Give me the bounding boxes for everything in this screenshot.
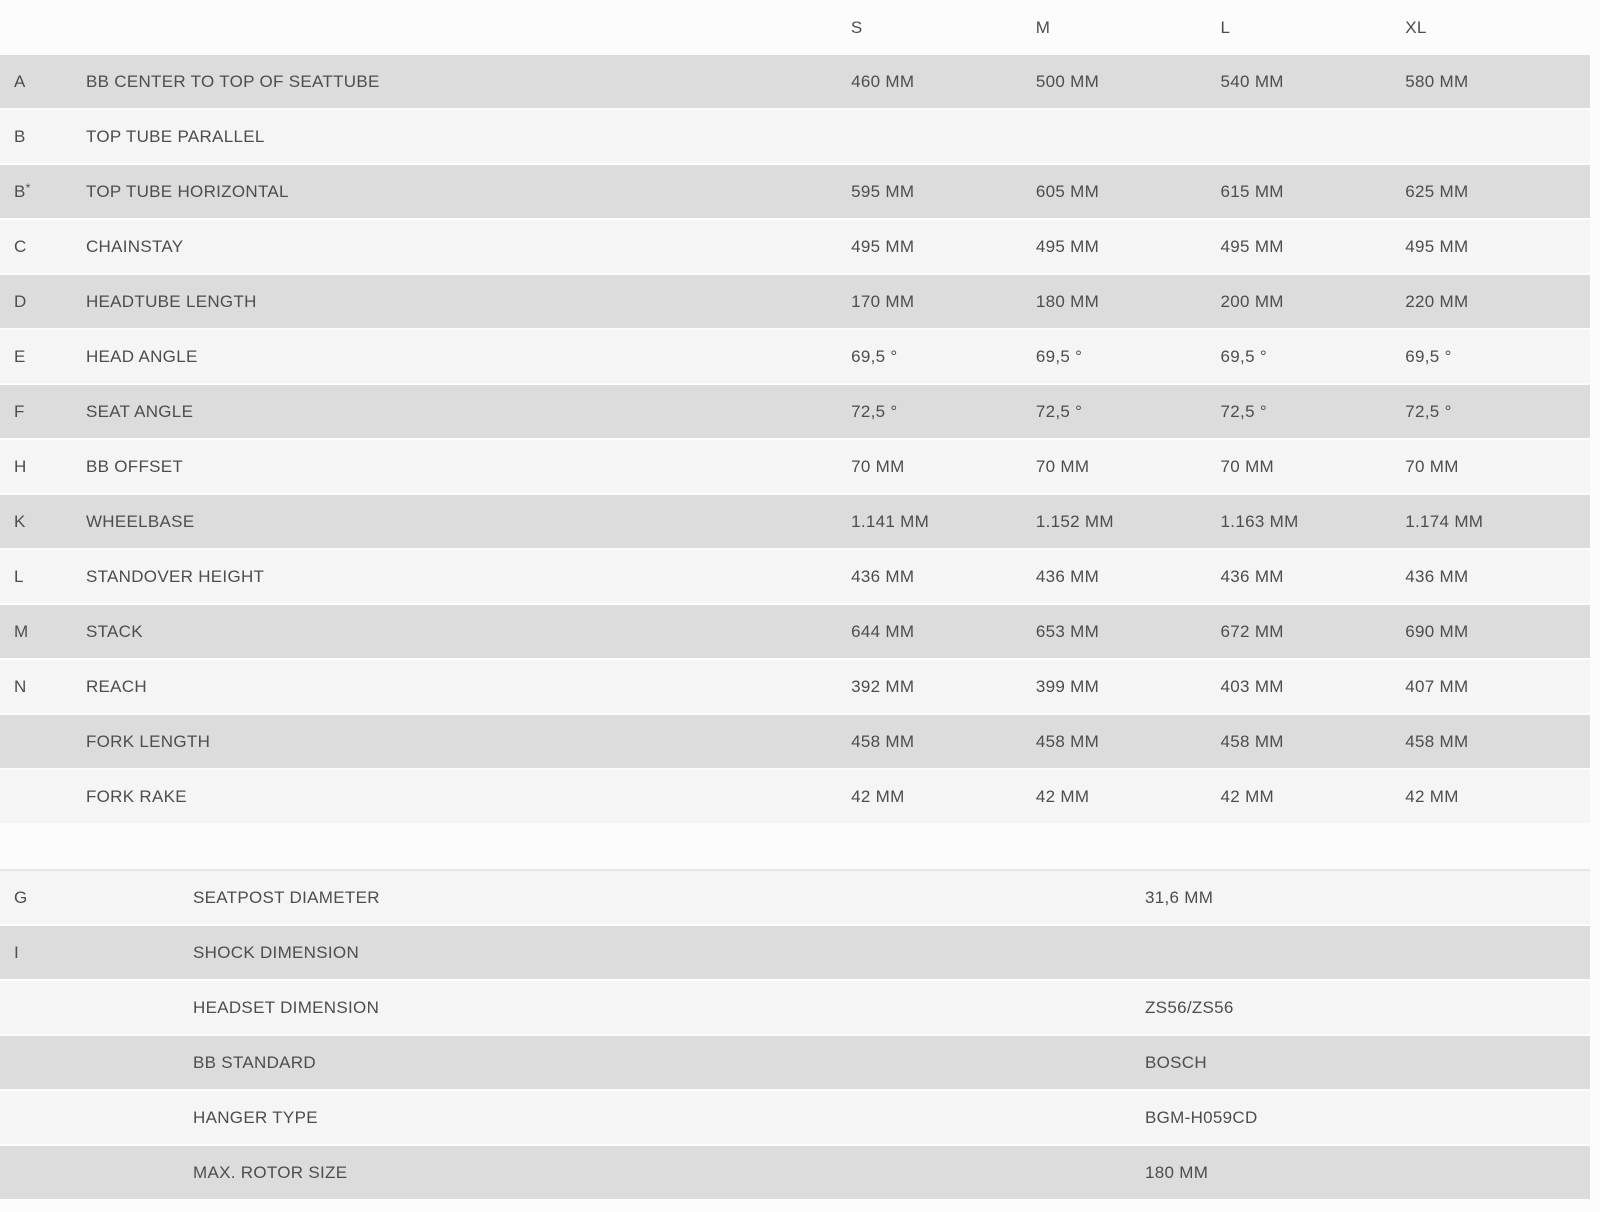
table-row — [0, 385, 1590, 438]
row-letter: N — [14, 676, 27, 696]
row-label: STACK — [85, 621, 143, 641]
row-value-m: 70 MM — [1035, 456, 1090, 476]
row-value-xl: 495 MM — [1405, 236, 1469, 256]
row-label: MAX. ROTOR SIZE — [193, 1162, 348, 1182]
row-value: BOSCH — [1145, 1052, 1207, 1072]
row-value-xl: 690 MM — [1405, 621, 1469, 641]
row-value-m: 500 MM — [1035, 71, 1100, 91]
size-header-row — [0, 0, 1590, 55]
row-value-s: 72,5 ° — [851, 401, 898, 421]
row-letter: A — [14, 71, 26, 91]
row-label: FORK RAKE — [85, 786, 187, 806]
row-letter: F — [14, 401, 25, 421]
row-letter: H — [14, 456, 27, 476]
row-label: SEAT ANGLE — [85, 401, 194, 421]
row-value-xl: 407 MM — [1405, 676, 1469, 696]
table-row — [0, 550, 1590, 603]
row-value-l: 70 MM — [1220, 456, 1275, 476]
row-value-m: 495 MM — [1035, 236, 1100, 256]
row-value-s: 595 MM — [851, 181, 915, 201]
row-letter: E — [14, 346, 26, 366]
row-value-l: 1.163 MM — [1220, 511, 1299, 531]
row-value-s: 495 MM — [851, 236, 915, 256]
row-letter: C — [14, 236, 27, 256]
row-value-xl: 458 MM — [1405, 731, 1469, 751]
row-letter: G — [14, 887, 28, 907]
row-label: FORK LENGTH — [85, 731, 211, 751]
row-value: 180 MM — [1145, 1162, 1209, 1182]
row-label: HEADTUBE LENGTH — [85, 291, 257, 311]
row-value-l: 69,5 ° — [1220, 346, 1267, 366]
row-value-s: 458 MM — [851, 731, 915, 751]
row-label: SEATPOST DIAMETER — [193, 887, 380, 907]
row-value-xl: 625 MM — [1405, 181, 1469, 201]
table-row — [0, 926, 1590, 979]
row-label: TOP TUBE PARALLEL — [85, 126, 265, 146]
row-value-xl: 69,5 ° — [1405, 346, 1452, 366]
table-row — [0, 715, 1590, 768]
row-label: CHAINSTAY — [85, 236, 184, 256]
table-row — [0, 55, 1590, 108]
row-value-s: 1.141 MM — [851, 511, 930, 531]
table-row — [0, 1146, 1590, 1199]
row-value-m: 1.152 MM — [1035, 511, 1114, 531]
row-value-m: 458 MM — [1035, 731, 1100, 751]
row-value-m: 436 MM — [1035, 566, 1100, 586]
table-row — [0, 275, 1590, 328]
row-value-xl: 42 MM — [1405, 786, 1459, 806]
row-label: TOP TUBE HORIZONTAL — [85, 181, 289, 201]
row-value-l: 615 MM — [1220, 181, 1284, 201]
row-value-s: 42 MM — [851, 786, 905, 806]
row-value-m: 605 MM — [1035, 181, 1100, 201]
table-row — [0, 495, 1590, 548]
row-value-m: 69,5 ° — [1035, 346, 1083, 366]
row-value-xl: 436 MM — [1405, 566, 1469, 586]
column-header-s: S — [850, 17, 863, 37]
row-label: WHEELBASE — [85, 511, 195, 531]
row-label: HEADSET DIMENSION — [193, 997, 380, 1017]
row-label: STANDOVER HEIGHT — [85, 566, 265, 586]
row-label: HEAD ANGLE — [85, 346, 198, 366]
table-row — [0, 981, 1590, 1034]
row-value-xl: 220 MM — [1405, 291, 1469, 311]
row-value-s: 170 MM — [851, 291, 915, 311]
row-value-s: 460 MM — [851, 71, 915, 91]
table-row — [0, 1036, 1590, 1089]
row-value-s: 69,5 ° — [851, 346, 898, 366]
row-value-l: 403 MM — [1220, 676, 1284, 696]
row-value: ZS56/ZS56 — [1145, 997, 1234, 1017]
row-label: BB STANDARD — [193, 1052, 316, 1072]
column-header-l: L — [1220, 17, 1231, 37]
column-header-xl: XL — [1405, 17, 1427, 37]
table-row — [0, 770, 1590, 823]
row-label: BB CENTER TO TOP OF SEATTUBE — [85, 71, 380, 91]
table-row — [0, 330, 1590, 383]
row-value-l: 458 MM — [1220, 731, 1284, 751]
table-row — [0, 660, 1590, 713]
row-value-s: 436 MM — [851, 566, 915, 586]
asterisk-marker: * — [25, 180, 31, 195]
row-label: BB OFFSET — [85, 456, 184, 476]
column-header-m: M — [1035, 17, 1051, 37]
row-letter: D — [14, 291, 27, 311]
row-value: 31,6 MM — [1145, 887, 1214, 907]
row-value: BGM-H059CD — [1145, 1107, 1258, 1127]
row-value-m: 180 MM — [1035, 291, 1100, 311]
row-value-m: 72,5 ° — [1035, 401, 1083, 421]
row-value-l: 495 MM — [1220, 236, 1284, 256]
table-row — [0, 440, 1590, 493]
row-value-xl: 70 MM — [1405, 456, 1459, 476]
row-value-m: 653 MM — [1035, 621, 1100, 641]
row-letter: B* — [14, 180, 31, 201]
row-value-s: 392 MM — [851, 676, 915, 696]
row-value-s: 70 MM — [851, 456, 905, 476]
row-value-xl: 1.174 MM — [1405, 511, 1484, 531]
table-row — [0, 220, 1590, 273]
table-row — [0, 605, 1590, 658]
table-row — [0, 110, 1590, 163]
row-value-m: 399 MM — [1035, 676, 1100, 696]
row-letter: B — [14, 126, 26, 146]
row-label: HANGER TYPE — [193, 1107, 318, 1127]
row-letter: M — [14, 621, 29, 641]
row-label: SHOCK DIMENSION — [193, 942, 360, 962]
table-row — [0, 871, 1590, 924]
table-row — [0, 165, 1590, 218]
row-letter: I — [14, 942, 20, 962]
row-value-xl: 72,5 ° — [1405, 401, 1452, 421]
row-value-l: 436 MM — [1220, 566, 1284, 586]
row-label: REACH — [85, 676, 147, 696]
row-letter: K — [14, 511, 26, 531]
row-value-l: 42 MM — [1220, 786, 1275, 806]
row-value-l: 72,5 ° — [1220, 401, 1267, 421]
row-value-m: 42 MM — [1035, 786, 1090, 806]
row-value-l: 200 MM — [1220, 291, 1284, 311]
components-table — [0, 869, 1590, 1199]
row-value-l: 672 MM — [1220, 621, 1284, 641]
row-value-xl: 580 MM — [1405, 71, 1469, 91]
row-value-l: 540 MM — [1220, 71, 1284, 91]
row-letter: L — [14, 566, 24, 586]
row-value-s: 644 MM — [851, 621, 915, 641]
table-row — [0, 1091, 1590, 1144]
